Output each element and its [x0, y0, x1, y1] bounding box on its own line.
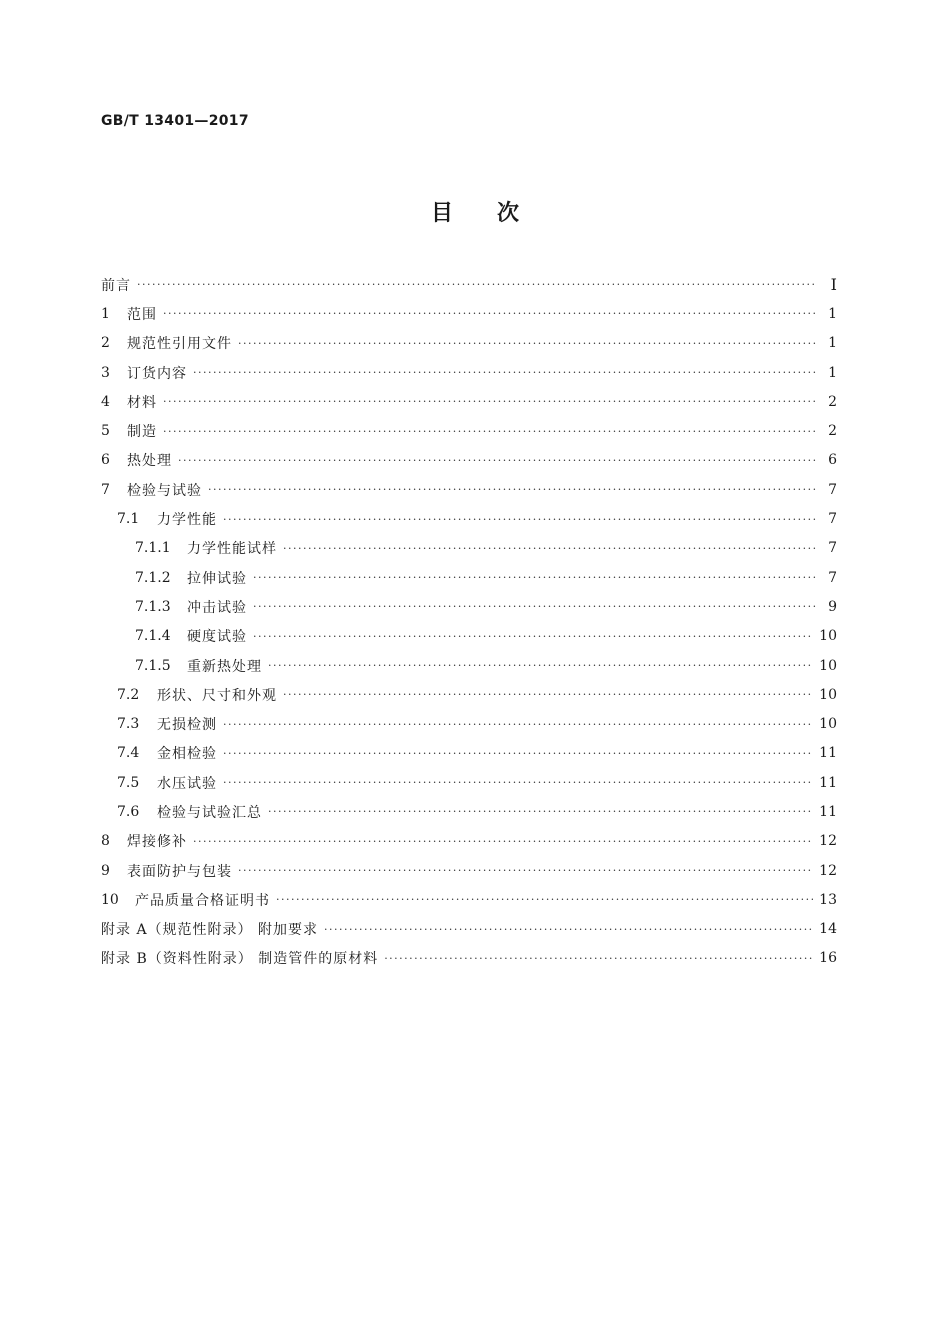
toc-entry-title: 制造	[127, 424, 157, 441]
dot-leader	[253, 571, 817, 584]
page-title: 目次	[430, 201, 563, 226]
toc-page-number: 2	[828, 393, 837, 410]
toc-entry-appendix-a[interactable]	[101, 915, 837, 944]
dot-leader	[283, 542, 817, 555]
toc-entry-7-1[interactable]	[101, 504, 837, 533]
toc-entry-7-1-3[interactable]	[101, 592, 837, 621]
toc-page-number: 1	[828, 305, 837, 322]
toc-page-number: 7	[828, 569, 837, 586]
dot-leader	[384, 952, 813, 965]
toc-entry-title: 形状、尺寸和外观	[157, 687, 277, 704]
toc-entry-number: 4	[101, 393, 110, 410]
toc-entry-title: 重新热处理	[187, 658, 262, 675]
toc-entry-foreword[interactable]	[101, 270, 837, 299]
toc-entry-title: 冲击试验	[187, 599, 247, 616]
toc-entry-number: 7.1.2	[135, 569, 171, 586]
toc-page-number: I	[830, 275, 837, 295]
toc-entry-7-2[interactable]	[101, 680, 837, 709]
toc-entry-4[interactable]	[101, 387, 837, 416]
toc-entry-title: 检验与试验	[127, 482, 202, 499]
toc-entry-1[interactable]	[101, 299, 837, 328]
toc-page-number: 7	[828, 481, 837, 498]
toc-entry-title: 热处理	[127, 453, 172, 470]
toc-entry-title: 水压试验	[157, 775, 217, 792]
toc-entry-number: 7.4	[117, 745, 140, 762]
toc-page-number: 14	[819, 921, 837, 938]
toc-entry-7-1-5[interactable]	[101, 651, 837, 680]
toc-entry-3[interactable]	[101, 358, 837, 387]
dot-leader	[223, 747, 813, 760]
toc-entry-number: 7.1.3	[135, 598, 171, 615]
dot-leader	[238, 337, 817, 350]
toc-entry-7[interactable]	[101, 475, 837, 504]
toc-entry-8[interactable]	[101, 827, 837, 856]
dot-leader	[163, 307, 817, 320]
toc-page-number: 11	[819, 745, 837, 762]
standard-code: GB/T 13401—2017	[101, 113, 249, 129]
toc-entry-9[interactable]	[101, 856, 837, 885]
toc-entry-5[interactable]	[101, 416, 837, 445]
dot-leader	[223, 776, 813, 789]
toc-entry-6[interactable]	[101, 446, 837, 475]
toc-entry-title: 力学性能	[157, 512, 217, 529]
toc-entry-7-1-1[interactable]	[101, 534, 837, 563]
toc-entry-title: 力学性能试样	[187, 541, 277, 558]
toc-entry-number: 7.2	[117, 686, 140, 703]
toc-page-number: 7	[828, 540, 837, 557]
toc-entry-title: 范围	[127, 306, 157, 323]
dot-leader	[223, 513, 817, 526]
toc-entry-title: 焊接修补	[127, 834, 187, 851]
toc-entry-title: 订货内容	[127, 365, 187, 382]
toc-entry-title: 附录 B（资料性附录） 制造管件的原材料	[101, 951, 379, 968]
toc-entry-title: 硬度试验	[187, 629, 247, 646]
toc-page-number: 10	[819, 716, 837, 733]
toc-page-number: 1	[828, 335, 837, 352]
dot-leader	[324, 923, 813, 936]
toc-entry-7-5[interactable]	[101, 768, 837, 797]
dot-leader	[283, 688, 813, 701]
toc-entry-number: 7.1.5	[135, 657, 171, 674]
toc-entry-title: 检验与试验汇总	[157, 804, 262, 821]
toc-entry-7-1-4[interactable]	[101, 622, 837, 651]
toc-entry-number: 2	[101, 335, 110, 352]
toc-entry-number: 7.6	[117, 803, 140, 820]
toc-entry-title: 无损检测	[157, 717, 217, 734]
dot-leader	[276, 893, 813, 906]
toc-entry-10[interactable]	[101, 885, 837, 914]
dot-leader	[238, 864, 813, 877]
toc-entry-title: 附录 A（规范性附录） 附加要求	[101, 922, 319, 939]
toc-page-number: 12	[819, 862, 837, 879]
toc-entry-appendix-b[interactable]	[101, 944, 837, 973]
toc-entry-number: 7.5	[117, 774, 140, 791]
toc-entry-number: 1	[101, 305, 110, 322]
table-of-contents	[101, 270, 837, 973]
toc-entry-number: 10	[101, 891, 119, 908]
toc-page-number: 11	[819, 774, 837, 791]
toc-page-number: 10	[819, 657, 837, 674]
dot-leader	[163, 395, 817, 408]
dot-leader	[208, 483, 817, 496]
dot-leader	[137, 278, 817, 291]
toc-entry-number: 9	[101, 862, 110, 879]
toc-page-number: 16	[819, 950, 837, 967]
dot-leader	[193, 835, 813, 848]
toc-entry-7-4[interactable]	[101, 739, 837, 768]
dot-leader	[268, 659, 813, 672]
toc-entry-number: 6	[101, 452, 110, 469]
toc-page-number: 1	[828, 364, 837, 381]
toc-entry-number: 8	[101, 833, 110, 850]
toc-entry-title: 产品质量合格证明书	[135, 892, 270, 909]
toc-entry-number: 7.1.1	[135, 540, 171, 557]
toc-entry-2[interactable]	[101, 329, 837, 358]
toc-entry-title: 规范性引用文件	[127, 336, 232, 353]
toc-entry-number: 7.3	[117, 716, 140, 733]
toc-entry-7-1-2[interactable]	[101, 563, 837, 592]
toc-page-number: 12	[819, 833, 837, 850]
toc-page-number: 7	[828, 511, 837, 528]
toc-entry-title: 前言	[101, 277, 131, 294]
toc-entry-title: 表面防护与包装	[127, 863, 232, 880]
toc-page-number: 2	[828, 423, 837, 440]
toc-entry-title: 材料	[127, 394, 157, 411]
toc-entry-number: 3	[101, 364, 110, 381]
toc-entry-title: 拉伸试验	[187, 570, 247, 587]
toc-entry-7-3[interactable]	[101, 709, 837, 738]
toc-page-number: 11	[819, 803, 837, 820]
toc-entry-number: 7.1.4	[135, 628, 171, 645]
toc-page-number: 9	[828, 598, 837, 615]
dot-leader	[223, 718, 813, 731]
toc-entry-title: 金相检验	[157, 746, 217, 763]
dot-leader	[268, 805, 813, 818]
dot-leader	[253, 600, 817, 613]
dot-leader	[253, 630, 813, 643]
toc-entry-number: 5	[101, 423, 110, 440]
dot-leader	[193, 366, 817, 379]
toc-page-number: 10	[819, 686, 837, 703]
toc-page-number: 10	[819, 628, 837, 645]
dot-leader	[178, 454, 817, 467]
toc-entry-7-6[interactable]	[101, 797, 837, 826]
toc-entry-number: 7.1	[117, 511, 140, 528]
toc-entry-number: 7	[101, 481, 110, 498]
dot-leader	[163, 425, 817, 438]
toc-page-number: 6	[828, 452, 837, 469]
toc-page-number: 13	[819, 891, 837, 908]
